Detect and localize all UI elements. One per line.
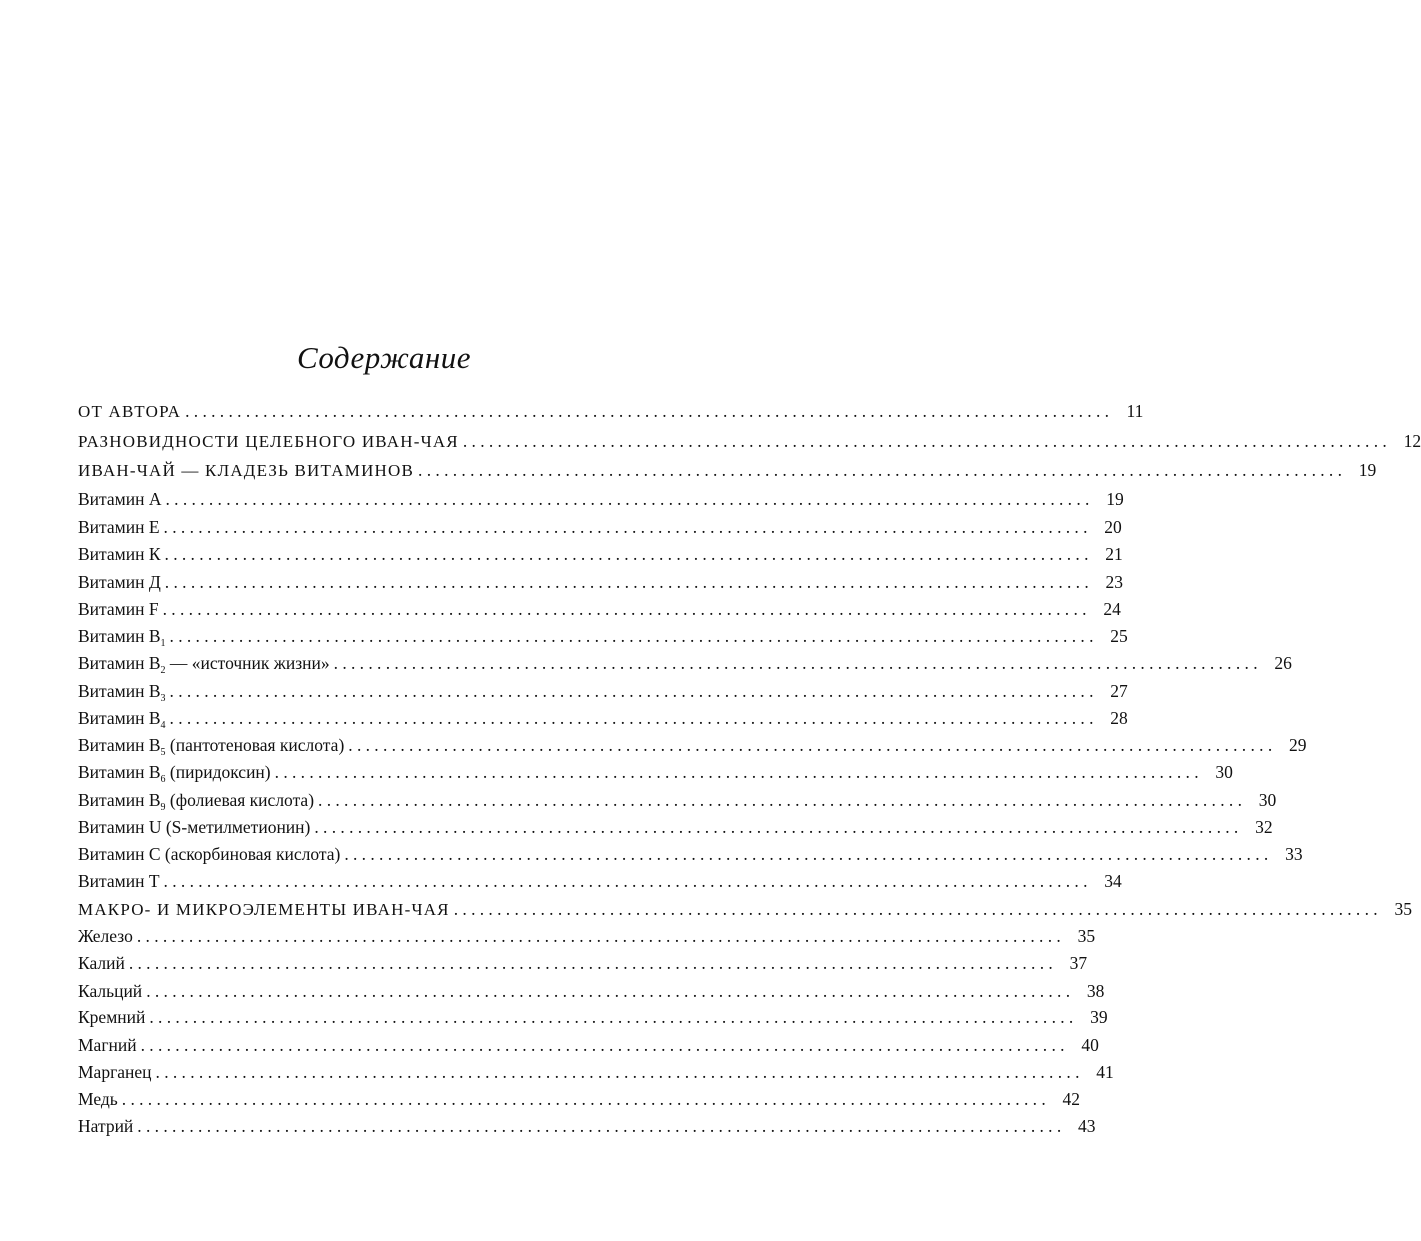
toc-entry-subscript: 3 (160, 693, 166, 704)
toc-entry[interactable] (78, 705, 1128, 731)
dot-leader: ........................................................................................................... (418, 460, 1347, 480)
dot-leader: ........................................................................................................... (163, 517, 1092, 537)
toc-entry-label (78, 1113, 133, 1139)
dot-leader: ........................................................................................................... (164, 544, 1093, 564)
toc-entry-title: Витамин Д (78, 572, 161, 592)
dot-leader: ........................................................................................................... (333, 653, 1262, 673)
toc-entry-label (78, 705, 166, 731)
dot-leader: ........................................................................................................... (163, 871, 1092, 891)
toc-entry-subscript: 2 (160, 665, 166, 676)
toc-page-number: 37 (1069, 953, 1088, 973)
toc-entry-label (78, 923, 133, 949)
dot-leader: ........................................................................................................... (348, 735, 1277, 755)
toc-entry-label (78, 569, 161, 595)
toc-entry-label (78, 868, 160, 894)
toc-entry-title: Магний (78, 1035, 137, 1055)
toc-entry-label (78, 514, 160, 540)
toc-page-number: 30 (1215, 762, 1233, 782)
toc-page-number: 26 (1274, 653, 1292, 673)
toc-page-number: 33 (1285, 844, 1303, 864)
dot-leader: ........................................................................................................... (462, 431, 1392, 451)
toc-entry-title: Витамин В (78, 735, 161, 755)
toc-entry-label (78, 732, 344, 758)
toc-page-number: 30 (1258, 790, 1277, 810)
toc-page-number: 27 (1110, 681, 1128, 701)
dot-leader: ........................................................................................................... (274, 762, 1203, 782)
toc-entry-label (78, 1004, 145, 1030)
toc-page-number: 12 (1403, 431, 1421, 451)
toc-entry[interactable] (78, 950, 1088, 976)
toc-page-number: 34 (1104, 871, 1122, 891)
toc-entry-title: Витамин С (аскорбиновая кислота) (78, 844, 341, 864)
toc-entry-label (78, 759, 271, 785)
dot-leader: ........................................................................................................... (169, 708, 1098, 728)
toc-page-number: 35 (1077, 926, 1096, 946)
dot-leader: ........................................................................................................... (155, 1062, 1084, 1082)
toc-entry-title: Витамин К (78, 544, 161, 564)
toc-entry[interactable] (78, 759, 1233, 785)
toc-entry-suffix: — «источник жизни» (165, 653, 330, 673)
toc-entry[interactable] (78, 1032, 1099, 1058)
toc-entry[interactable] (78, 678, 1128, 704)
toc-entry-title: Калий (78, 953, 125, 973)
toc-entry-label (78, 1059, 152, 1085)
toc-entry[interactable] (78, 398, 1144, 424)
toc-entry[interactable] (78, 650, 1292, 676)
toc-entry[interactable] (78, 978, 1105, 1004)
toc-entry[interactable] (78, 787, 1277, 813)
toc-entry-title: Натрий (78, 1116, 134, 1136)
toc-entry[interactable] (78, 1004, 1108, 1030)
toc-page-number: 40 (1081, 1035, 1099, 1055)
toc-page-number: 32 (1255, 817, 1273, 837)
dot-leader: ........................................................................................................... (169, 626, 1098, 646)
toc-page-number: 29 (1289, 735, 1307, 755)
toc-entry-title: РАЗНОВИДНОСТИ ЦЕЛЕБНОГО ИВАН-ЧАЯ (78, 432, 459, 451)
dot-leader: ........................................................................................................... (165, 489, 1094, 509)
toc-entry-subscript: 9 (160, 802, 166, 813)
toc-entry-label (78, 678, 166, 704)
toc-entry-suffix: (фолиевая кислота) (165, 790, 315, 810)
toc-page-number: 42 (1062, 1089, 1080, 1109)
toc-entry-title: МАКРО- И МИКРОЭЛЕМЕНТЫ ИВАН-ЧАЯ (78, 900, 450, 919)
toc-page-number: 11 (1126, 401, 1144, 421)
toc-entry-label (78, 897, 450, 923)
dot-leader: ........................................................................................................... (164, 572, 1094, 592)
toc-entry-title: Витамин А (78, 489, 162, 509)
toc-entry-label (78, 978, 142, 1004)
toc-entry[interactable] (78, 486, 1124, 512)
toc-entry-label (78, 541, 161, 567)
toc-entry-title: Витамин В (78, 626, 161, 646)
toc-entry[interactable] (78, 623, 1128, 649)
toc-entry-label (78, 1086, 118, 1112)
toc-page-number: 19 (1106, 489, 1124, 509)
toc-entry-subscript: 1 (160, 638, 166, 649)
toc-entry[interactable] (78, 596, 1121, 622)
toc-page-number: 24 (1103, 599, 1121, 619)
toc-entry[interactable] (78, 1113, 1096, 1139)
toc-page-number: 41 (1096, 1062, 1114, 1082)
toc-entry-label (78, 787, 314, 813)
toc-entry-label (78, 950, 125, 976)
dot-leader: ........................................................................................................... (162, 599, 1091, 619)
toc-entry-title: Витамин Т (78, 871, 160, 891)
toc-entry-title: Витамин Е (78, 517, 160, 537)
toc-page-number: 43 (1078, 1116, 1096, 1136)
toc-entry-title: Марганец (78, 1062, 152, 1082)
toc-entry[interactable] (78, 896, 1412, 922)
toc-entry[interactable] (78, 732, 1307, 758)
dot-leader: ........................................................................................................... (318, 790, 1247, 810)
dot-leader: ........................................................................................................... (128, 953, 1058, 973)
toc-entry[interactable] (78, 1059, 1114, 1085)
toc-entry-title: Витамин В (78, 708, 161, 728)
dot-leader: ........................................................................................................... (185, 401, 1114, 421)
toc-entry-label (78, 650, 330, 676)
toc-entry-title: Кальций (78, 981, 143, 1001)
toc-entry-title: ИВАН-ЧАЙ — КЛАДЕЗЬ ВИТАМИНОВ (78, 461, 415, 480)
toc-entry-suffix: (пантотеновая кислота) (165, 735, 345, 755)
toc-page-number: 39 (1090, 1007, 1108, 1027)
toc-entry-title: ОТ АВТОРА (78, 402, 182, 421)
toc-entry-label (78, 399, 181, 425)
toc-entry-label (78, 486, 161, 512)
toc-entry[interactable] (78, 1086, 1080, 1112)
toc-page-number: 25 (1110, 626, 1128, 646)
toc-page-number: 38 (1086, 981, 1105, 1001)
toc-entry-title: Витамин В (78, 681, 161, 701)
dot-leader: ........................................................................................................... (146, 981, 1075, 1001)
dot-leader: ........................................................................................................... (121, 1089, 1050, 1109)
toc-entry[interactable] (78, 814, 1273, 840)
dot-leader: ........................................................................................................... (344, 844, 1273, 864)
toc-entry-label (78, 429, 459, 455)
page-title: Содержание (296, 340, 472, 375)
toc-entry-title: Витамин F (78, 599, 159, 619)
toc-entry-title: Медь (78, 1089, 118, 1109)
toc-page-number: 20 (1104, 517, 1122, 537)
toc-entry-title: Витамин U (S-метилметионин) (78, 817, 311, 837)
toc-entry[interactable] (78, 541, 1123, 567)
dot-leader: ........................................................................................................... (140, 1035, 1069, 1055)
toc-entry-title: Кремний (78, 1007, 146, 1027)
toc-entry-label (78, 458, 414, 484)
toc-page-number: 19 (1358, 460, 1377, 480)
dot-leader: ........................................................................................................... (169, 681, 1098, 701)
toc-entry[interactable] (78, 841, 1303, 867)
toc-entry-label (78, 623, 166, 649)
toc-entry-title: Витамин В (78, 762, 161, 782)
toc-entry[interactable] (78, 457, 1377, 483)
toc-entry[interactable] (78, 514, 1122, 540)
dot-leader: ........................................................................................................... (314, 817, 1243, 837)
dot-leader: ........................................................................................................... (136, 926, 1066, 946)
toc-page-number: 21 (1105, 544, 1123, 564)
toc-page-number: 35 (1394, 899, 1412, 919)
toc-entry-title: Витамин В (78, 653, 161, 673)
toc-page-number: 28 (1110, 708, 1128, 728)
toc-entry[interactable] (78, 428, 1421, 454)
toc-page-number: 23 (1105, 572, 1124, 592)
toc-entry[interactable] (78, 569, 1124, 595)
toc-entry-label (78, 1032, 137, 1058)
dot-leader: ........................................................................................................... (137, 1116, 1066, 1136)
toc-entry-title: Витамин В (78, 790, 161, 810)
toc-entry[interactable] (78, 868, 1122, 894)
toc-entry-label (78, 814, 310, 840)
toc-entry[interactable] (78, 923, 1096, 949)
toc-entry-label (78, 841, 340, 867)
toc-entry-subscript: 6 (160, 774, 166, 785)
toc-entry-label (78, 596, 159, 622)
dot-leader: ........................................................................................................... (149, 1007, 1078, 1027)
toc-entry-subscript: 4 (160, 720, 166, 731)
toc-entry-title: Железо (78, 926, 133, 946)
toc-entry-suffix: (пиридоксин) (165, 762, 271, 782)
toc-entry-subscript: 5 (160, 747, 166, 758)
dot-leader: ........................................................................................................... (453, 899, 1382, 919)
